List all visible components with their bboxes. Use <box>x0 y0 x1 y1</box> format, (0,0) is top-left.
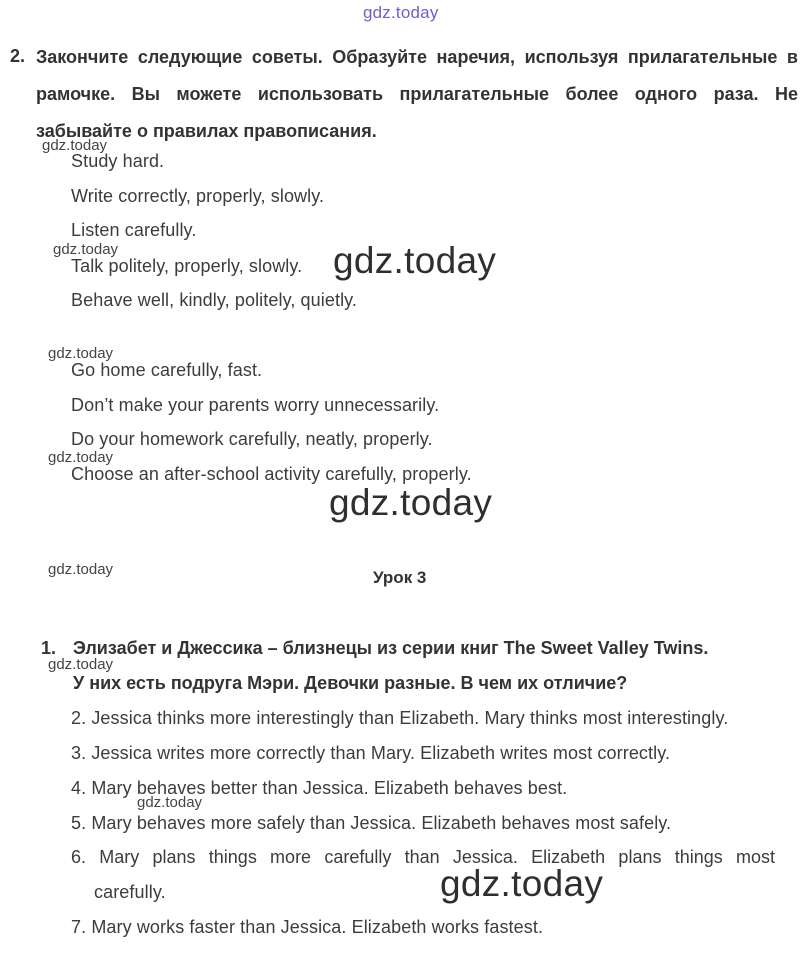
watermark-top: gdz.today <box>363 3 439 22</box>
exercise-1-instruction-line1: Элизабет и Джессика – близнецы из серии книг The Sweet Valley Twins. <box>73 638 709 658</box>
watermark-small: gdz.today <box>48 656 114 673</box>
answer-line: Choose an after-school activity carefully, properly. <box>71 464 472 484</box>
watermark-small: gdz.today <box>48 449 114 466</box>
answer-line: 2. Jessica thinks more interestingly than Elizabeth. Mary thinks most interestingly. <box>71 708 729 728</box>
answer-line: Write correctly, properly, slowly. <box>71 186 325 206</box>
answer-line: Behave well, kindly, politely, quietly. <box>71 290 358 310</box>
answer-line: 4. Mary behaves better than Jessica. Elizabeth behaves best. <box>71 778 568 798</box>
answer-line: Talk politely, properly, slowly. <box>71 256 303 276</box>
answer-line-continuation: carefully. <box>94 882 166 902</box>
answer-line: Do your homework carefully, neatly, properly. <box>71 429 433 449</box>
answer-line: Don’t make your parents worry unnecessarily. <box>71 395 440 415</box>
answer-line: Listen carefully. <box>71 220 197 240</box>
watermark-big: gdz.today <box>333 240 497 281</box>
answer-line: 6. Mary plans things more carefully than Jessica. Elizabeth plans things most <box>71 847 775 867</box>
watermark-big: gdz.today <box>329 482 493 523</box>
exercise-2-instruction: Закончите следующие советы. Образуйте наречия, используя прилагательные в рамочке. Вы можете использовать прилагательные более одного раза. Не забывайте о правилах правописания. <box>36 47 798 141</box>
watermark-small: gdz.today <box>48 345 114 362</box>
watermark-small: gdz.today <box>48 561 114 578</box>
lesson-title: Урок 3 <box>373 568 427 587</box>
watermark-small: gdz.today <box>137 794 203 811</box>
answer-line: Study hard. <box>71 151 165 171</box>
answer-line: 7. Mary works faster than Jessica. Elizabeth works fastest. <box>71 917 544 937</box>
watermark-small: gdz.today <box>42 137 108 154</box>
exercise-2-number: 2. <box>10 46 26 66</box>
watermark-big: gdz.today <box>440 863 604 904</box>
answer-line: Go home carefully, fast. <box>71 360 263 380</box>
watermark-small: gdz.today <box>53 241 119 258</box>
answer-line: 3. Jessica writes more correctly than Mary. Elizabeth writes most correctly. <box>71 743 671 763</box>
exercise-1-number: 1. <box>41 638 57 658</box>
answer-line: 5. Mary behaves more safely than Jessica. Elizabeth behaves most safely. <box>71 813 672 833</box>
exercise-1-instruction-line2: У них есть подруга Мэри. Девочки разные. В чем их отличие? <box>73 673 628 693</box>
